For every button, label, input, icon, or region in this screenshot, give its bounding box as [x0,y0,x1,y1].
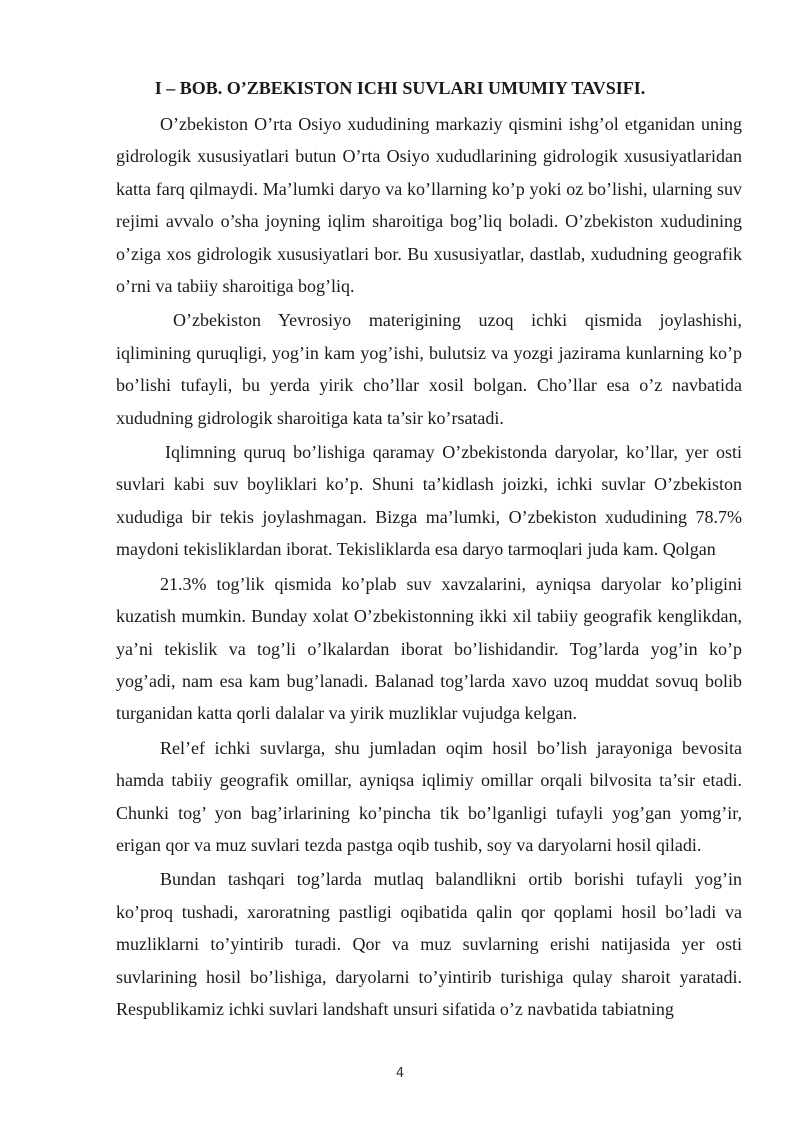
document-body [116,108,742,1027]
page-number: 4 [395,1066,405,1081]
paragraph-4: 21.3% tog’lik qismida ko’plab suv xavzalarini, ayniqsa daryolar ko’pligini kuzatish mumkin. Bunday xolat O’zbekistonning ikki xil tabiiy geografik kenglikdan, ya’ni tekislik va tog’li o’lkalardan iborat bo’lishidandir. Tog’larda yog’in ko’p yog’adi, nam esa kam bug’lanadi. Balanad tog’larda xavo uzoq muddat sovuq bolib turganidan katta qorli dalalar va yirik muzliklar vujudga kelgan. [116,573,742,724]
paragraph-1: O’zbekiston O’rta Osiyo xududining markaziy qismini ishg’ol etganidan uning gidrologik xususiyatlari butun O’rta Osiyo xududlarining gidrologik xususiyatlaridan katta farq qilmaydi. Ma’lumki daryo va ko’llarning ko’p yoki oz bo’lishi, ularning suv rejimi avvalo o’sha joyning iqlim sharoitiga bog’liq boladi. O’zbekiston xududining o’ziga xos gidrologik xususiyatlari bor. Bu xususiyatlar, dastlab, xududning geografik o’rni va tabiiy sharoitiga bog’liq. [116,114,742,297]
paragraph-6: Bundan tashqari tog’larda mutlaq balandlikni ortib borishi tufayli yog’in ko’proq tushadi, xaroratning pastligi oqibatida qalin qor qoplami hosil bo’ladi va muzliklarni to’yintirib turadi. Qor va muz suvlarning erishi natijasida yer osti suvlarining hosil bo’lishiga, daryolarni to’yintirib turishiga qulay sharoit yaratadi. Respublikamiz ichki suvlari landshaft unsuri sifatida o’z navbatida tabiatning [116,869,742,1019]
paragraph-3: Iqlimning quruq bo’lishiga qaramay O’zbekistonda daryolar, ko’llar, yer osti suvlari kabi suv boyliklari ko’p. Shuni ta’kidlash joizki, ichki suvlar O’zbekiston xududiga bir tekis joylashmagan. Bizga ma’lumki, O’zbekiston xududining 78.7% maydoni tekisliklardan iborat. Tekisliklarda esa daryo tarmoqlari juda kam. Qolgan [116,442,742,560]
paragraph-5: Rel’ef ichki suvlarga, shu jumladan oqim hosil bo’lish jarayoniga bevosita hamda tabiiy geografik omillar, ayniqsa iqlimiy omillar orqali bilvosita ta’sir etadi. Chunki tog’ yon bag’irlarining ko’pincha tik bo’lganligi tufayli yog’gan yomg’ir, erigan qor va muz suvlari tezda pastga oqib tushib, soy va daryolarni hosil qiladi. [116,737,742,855]
chapter-title: I – BOB. O’ZBEKISTON ICHI SUVLARI UMUMIY TAVSIFI. [154,78,646,98]
paragraph-2: O’zbekiston Yevrosiyo materigining uzoq ichki qismida joylashishi, iqlimining quruqligi, yog’in kam yog’ishi, bulutsiz va yozgi jazirama kunlarning ko’p bo’lishi tufayli, bu yerda yirik cho’llar xosil bolgan. Cho’llar esa o’z navbatida xududning gidrologik sharoitiga kata ta’sir ko’rsatadi. [116,310,742,428]
